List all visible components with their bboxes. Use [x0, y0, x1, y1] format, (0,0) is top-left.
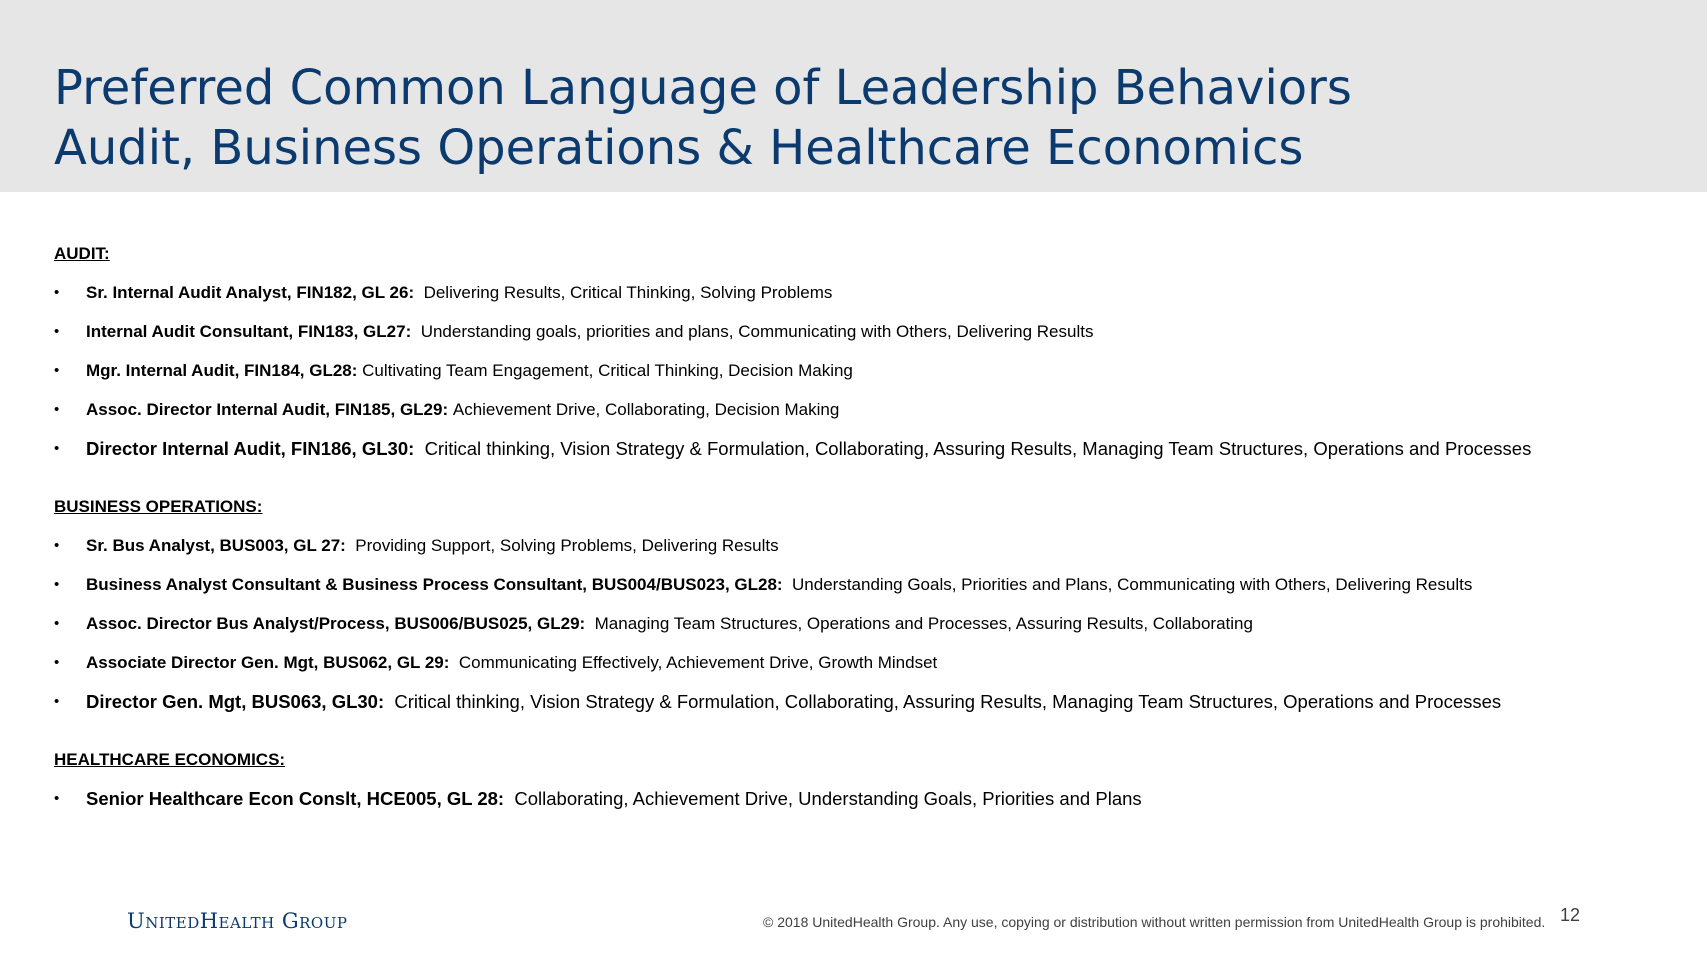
behaviors-text: Cultivating Team Engagement, Critical Thinking, Decision Making — [362, 361, 853, 380]
list-item — [54, 575, 1654, 595]
section-heading-audit: AUDIT: — [54, 244, 110, 263]
list-item — [54, 361, 1654, 381]
section-healthcare-economics — [54, 750, 1654, 809]
behaviors-text: Delivering Results, Critical Thinking, Solving Problems — [423, 283, 833, 302]
role-label: Senior Healthcare Econ Conslt, HCE005, GL 28: — [86, 788, 505, 809]
section-audit — [54, 244, 1654, 459]
bullet-icon: • — [54, 323, 60, 340]
role-label: Business Analyst Consultant & Business Process Consultant, BUS004/BUS023, GL28: — [86, 575, 783, 594]
bullet-list-business-operations — [54, 536, 1654, 712]
list-item — [54, 536, 1654, 556]
bullet-icon: • — [54, 284, 60, 301]
role-label: Director Gen. Mgt, BUS063, GL30: — [86, 691, 385, 712]
behaviors-text: Understanding goals, priorities and plans, Communicating with Others, Delivering Results — [420, 322, 1094, 341]
list-item — [54, 692, 1654, 712]
section-heading-healthcare-economics: HEALTHCARE ECONOMICS: — [54, 750, 286, 769]
list-item — [54, 322, 1654, 342]
section-heading-business-operations: BUSINESS OPERATIONS: — [54, 497, 263, 516]
bullet-icon: • — [54, 440, 60, 457]
bullet-icon: • — [54, 693, 60, 710]
role-label: Sr. Bus Analyst, BUS003, GL 27: — [86, 536, 346, 555]
list-item — [54, 439, 1654, 459]
content-area — [54, 244, 1654, 847]
bullet-icon: • — [54, 362, 60, 379]
behaviors-text: Providing Support, Solving Problems, Delivering Results — [355, 536, 779, 555]
unitedhealth-group-logo: UnitedHealth Group — [127, 909, 348, 933]
list-item — [54, 789, 1654, 809]
bullet-icon: • — [54, 537, 60, 554]
bullet-icon: • — [54, 401, 60, 418]
role-label: Mgr. Internal Audit, FIN184, GL28: — [86, 361, 358, 380]
bullet-icon: • — [54, 654, 60, 671]
behaviors-text: Collaborating, Achievement Drive, Understanding Goals, Priorities and Plans — [514, 788, 1142, 809]
page-number: 12 — [1560, 905, 1581, 925]
role-label: Assoc. Director Bus Analyst/Process, BUS006/BUS025, GL29: — [86, 614, 586, 633]
bullet-list-healthcare-economics — [54, 789, 1654, 809]
bullet-list-audit — [54, 283, 1654, 459]
title-line-2: Audit, Business Operations & Healthcare Economics — [54, 120, 1304, 176]
role-label: Internal Audit Consultant, FIN183, GL27: — [86, 322, 412, 341]
behaviors-text: Managing Team Structures, Operations and Processes, Assuring Results, Collaborating — [594, 614, 1253, 633]
bullet-icon: • — [54, 576, 60, 593]
role-label: Assoc. Director Internal Audit, FIN185, GL29: — [86, 400, 449, 419]
list-item — [54, 283, 1654, 303]
role-label: Director Internal Audit, FIN186, GL30: — [86, 438, 415, 459]
behaviors-text: Understanding Goals, Priorities and Plans, Communicating with Others, Delivering Results — [792, 575, 1473, 594]
behaviors-text: Communicating Effectively, Achievement Drive, Growth Mindset — [458, 653, 938, 672]
behaviors-text: Critical thinking, Vision Strategy & Formulation, Collaborating, Assuring Results, Managing Team Structures, Operations and Processes — [424, 438, 1532, 459]
bullet-icon: • — [54, 790, 60, 807]
copyright-notice: © 2018 UnitedHealth Group. Any use, copying or distribution without written permission from UnitedHealth Group is prohibited. — [763, 914, 1546, 930]
role-label: Sr. Internal Audit Analyst, FIN182, GL 26: — [86, 283, 415, 302]
list-item — [54, 400, 1654, 420]
role-label: Associate Director Gen. Mgt, BUS062, GL 29: — [86, 653, 450, 672]
bullet-icon: • — [54, 615, 60, 632]
list-item — [54, 614, 1654, 634]
list-item — [54, 653, 1654, 673]
section-business-operations — [54, 497, 1654, 712]
title-line-1: Preferred Common Language of Leadership Behaviors — [54, 60, 1352, 116]
slide-title — [54, 58, 1352, 178]
behaviors-text: Critical thinking, Vision Strategy & Formulation, Collaborating, Assuring Results, Managing Team Structures, Operations and Processes — [394, 691, 1502, 712]
behaviors-text: Achievement Drive, Collaborating, Decision Making — [452, 400, 840, 419]
